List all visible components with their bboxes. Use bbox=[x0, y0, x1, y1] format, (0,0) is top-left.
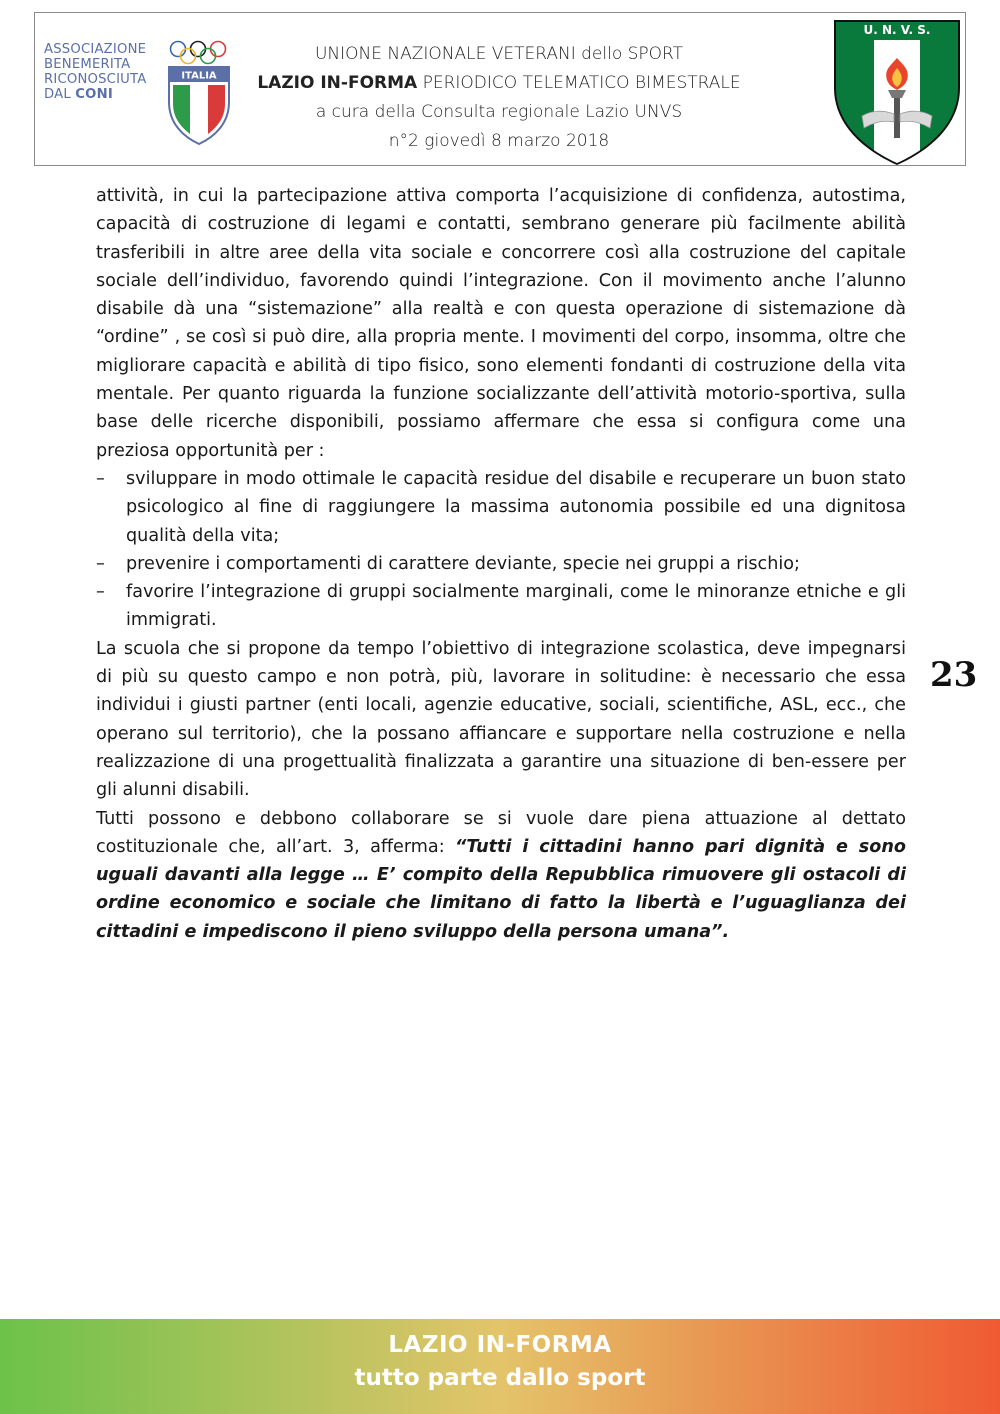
italia-label: ITALIA bbox=[181, 70, 217, 82]
paragraph-3-text: Tutti possono e debbono collaborare se si vuole dare piena attuazione al dettato costituzionale che, all’art. 3, afferma: bbox=[96, 808, 906, 857]
italia-shield-icon bbox=[166, 64, 232, 146]
bullet-list bbox=[96, 465, 906, 635]
footer-banner bbox=[0, 1319, 1000, 1414]
unvs-shield-icon bbox=[832, 18, 962, 166]
coni-logo-text bbox=[44, 42, 170, 102]
bullet-text: prevenire i comportamenti di carattere deviante, specie nei gruppi a rischio; bbox=[126, 553, 800, 574]
paragraph-1: attività, in cui la partecipazione attiva comporta l’acquisizione di confidenza, autostima, capacità di costruzione di legami e contatti, sembrano generare più facilmente abilità trasferibili in altre aree della vita sociale e concorrere così alla costruzione del capitale sociale dell’individuo, favorendo quindi l’integrazione. Con il movimento anche l’alunno disabile dà una “sistemazione” alla realtà e con questa operazione di sistemazione dà “ordine” , se così si può dire, alla propria mente. I movimenti del corpo, insomma, oltre che migliorare capacità e abilità di tipo fisico, sono elementi fondanti di costruzione della vita mentale. Per quanto riguarda la funzione socializzante dell’attività motorio-sportiva, sulla base delle ricerche disponibili, possiamo affermare che essa si configura come una preziosa opportunità per : bbox=[96, 186, 906, 461]
constitution-quote: “Tutti i cittadini hanno pari dignità e sono uguali davanti alla legge … E’ compito della Repubblica rimuovere gli ostacoli di ordine economico e sociale che limitano di fatto la libertà e l’uguaglianza dei cittadini e impediscono il pieno sviluppo della persona umana”. bbox=[96, 836, 906, 942]
header-line-1: UNIONE NAZIONALE VETERANI dello SPORT bbox=[314, 44, 684, 64]
bullet-text: sviluppare in modo ottimale le capacità residue del disabile e recuperare un buon stato psicologico al fine di raggiungere la massima autonomia possibile ed una dignitosa qualità della vita; bbox=[126, 468, 906, 546]
coni-line-1: ASSOCIAZIONE bbox=[44, 42, 147, 57]
header-line-2 bbox=[232, 69, 766, 98]
bullet-text: favorire l’integrazione di gruppi socialmente marginali, come le minoranze etniche e gli immigrati. bbox=[126, 582, 906, 631]
header-title-block bbox=[232, 40, 766, 156]
bullet-dash: – bbox=[96, 468, 105, 489]
magazine-subtitle: PERIODICO TELEMATICO BIMESTRALE bbox=[417, 73, 741, 93]
footer-tagline: tutto parte dallo sport bbox=[354, 1365, 646, 1391]
article-body bbox=[96, 182, 906, 946]
list-item bbox=[96, 465, 906, 550]
list-item bbox=[96, 550, 906, 578]
bullet-dash: – bbox=[96, 582, 105, 603]
header-line-4: n°2 giovedì 8 marzo 2018 bbox=[388, 131, 610, 151]
paragraph-3 bbox=[96, 805, 906, 946]
header-line-3: a cura della Consulta regionale Lazio UNVS bbox=[315, 102, 683, 122]
paragraph-2: La scuola che si propone da tempo l’obiettivo di integrazione scolastica, deve impegnarsi di più su questo campo e non potrà, più, lavorare in solitudine: è necessario che essa individui i giusti partner (enti locali, agenzie educative, sociali, scientifiche, ASL, ecc., che operano sul territorio), che la possano affiancare e supportare nella costruzione e nella realizzazione di una progettualità finalizzata a garantire una situazione di ben-essere per gli alunni disabili. bbox=[96, 638, 906, 801]
footer-title: LAZIO IN-FORMA bbox=[388, 1332, 612, 1358]
bullet-dash: – bbox=[96, 553, 105, 574]
magazine-name: LAZIO IN-FORMA bbox=[257, 73, 418, 93]
coni-line-4 bbox=[44, 87, 170, 102]
unvs-label: U. N. V. S. bbox=[863, 23, 931, 37]
olympic-rings-icon bbox=[168, 40, 230, 66]
coni-line-3: RICONOSCIUTA bbox=[44, 72, 147, 87]
coni-dal: DAL bbox=[44, 87, 76, 102]
page-number: 23 bbox=[930, 655, 978, 695]
coni-word: CONI bbox=[75, 87, 113, 102]
list-item bbox=[96, 578, 906, 635]
coni-line-2: BENEMERITA bbox=[44, 57, 131, 72]
